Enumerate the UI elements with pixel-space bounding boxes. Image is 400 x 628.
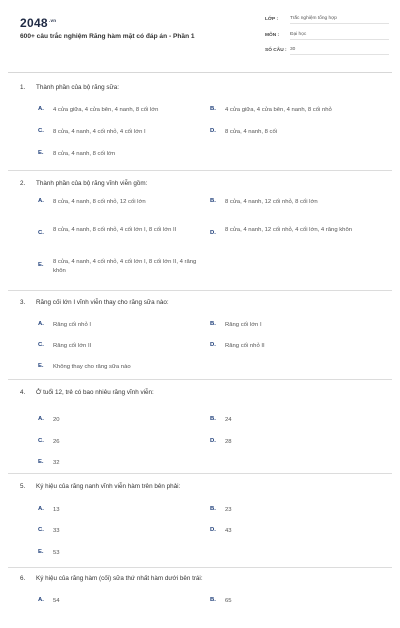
option-key: A. [38,321,44,327]
option-key: C. [38,230,44,236]
question-text: Răng cối lớn I vĩnh viễn thay cho răng sữa nào: [36,299,169,306]
option-text: Răng cối nhỏ II [225,343,265,349]
option-key: E. [38,459,44,465]
option-key: B. [210,506,216,512]
question-1 [8,73,392,171]
option-text: 33 [53,528,60,534]
option-key: E. [38,549,44,555]
option-key: D. [210,342,216,348]
question-3 [8,291,392,380]
option-key: D. [210,438,216,444]
option-key: B. [210,321,216,327]
option-text: 4 cửa giữa, 4 cửa bên, 4 nanh, 8 cối lớn [53,107,159,113]
question-2 [8,171,392,291]
option-key: B. [210,416,216,422]
option-key: A. [38,597,44,603]
question-number: 4. [20,389,26,396]
question-number: 1. [20,84,26,91]
option-text: 24 [225,417,232,423]
option-key: C. [38,342,44,348]
document-title: 600+ câu trắc nghiệm Răng hàm mặt có đáp án - Phần 1 [20,33,195,40]
question-stem [20,84,119,91]
question-number: 6. [20,575,26,582]
option-text: 13 [53,507,60,513]
info-label: LỚP : [265,17,279,22]
option-text: Không thay cho răng sữa nào [53,364,131,370]
option-key: E. [38,363,44,369]
option-key: C. [38,527,44,533]
info-label: MÔN : [265,33,280,38]
option-text: 8 cửa, 4 nanh, 12 cối nhỏ, 4 cối lớn, 4 răng khôn [225,227,353,233]
option-key: A. [38,106,44,112]
question-text: Thành phần của bộ răng vĩnh viễn gồm: [36,180,148,187]
option-text: Răng cối lớn II [53,343,92,349]
question-text: Ở tuổi 12, trẻ có bao nhiêu răng vĩnh viễn: [36,389,154,396]
option-key: B. [210,597,216,603]
question-number: 5. [20,483,26,490]
option-key: D. [210,527,216,533]
question-4 [8,380,392,474]
option-key: E. [38,262,44,268]
option-text: 8 cửa, 4 nanh, 8 cối nhỏ, 12 cối lớn [53,199,146,205]
option-text: 43 [225,528,232,534]
logo-text: 2048 [20,16,48,30]
option-text: 54 [53,598,60,604]
question-stem [20,389,154,396]
question-number: 2. [20,180,26,187]
info-value: Trắc nghiệm tổng hợp [290,16,389,24]
option-text: 26 [53,439,60,445]
option-text: 65 [225,598,232,604]
question-stem [20,483,180,490]
option-text: 8 cửa, 4 nanh, 8 cối lớn [53,151,116,157]
option-text: 8 cửa, 4 nanh, 4 cối nhỏ, 4 cối lớn I [53,129,146,135]
site-logo[interactable] [20,16,56,30]
info-value: 30 [290,47,389,55]
option-key: A. [38,198,44,204]
option-text: 8 cửa, 4 nanh, 12 cối nhỏ, 8 cối lớn [225,199,318,205]
option-text: 8 cửa, 4 nanh, 8 cối nhỏ, 4 cối lớn I, 8 cối lớn II [53,227,177,233]
question-stem [20,299,169,306]
option-key: A. [38,506,44,512]
option-key: B. [210,198,216,204]
question-text: Ký hiệu của răng hàm (cối) sữa thứ nhất hàm dưới bên trái: [36,575,203,582]
option-text: Răng cối lớn I [225,322,262,328]
question-text: Thành phần của bộ răng sữa: [36,84,119,91]
option-key: C. [38,438,44,444]
option-text: 4 cửa giữa, 4 cửa bên, 4 nanh, 8 cối nhỏ [225,107,332,113]
option-text: 28 [225,439,232,445]
option-text: 8 cửa, 4 nanh, 4 cối nhỏ, 4 cối lớn I, 8 cối lớn II, 4 răng khôn [53,259,197,274]
question-stem [20,575,203,582]
question-number: 3. [20,299,26,306]
option-key: D. [210,230,216,236]
option-key: A. [38,416,44,422]
option-text: 32 [53,460,60,466]
logo-suffix: .vn [48,18,57,23]
info-label: SỐ CÂU : [265,48,287,53]
option-text: 23 [225,507,232,513]
option-key: B. [210,106,216,112]
info-value: Đại học [290,32,389,40]
question-6 [8,568,392,628]
option-text: 20 [53,417,60,423]
option-text: 8 cửa, 4 nanh, 8 cối [225,129,278,135]
question-text: Ký hiệu của răng nanh vĩnh viễn hàm trên bên phải: [36,483,181,490]
question-stem [20,180,147,187]
document-header [8,0,392,73]
option-text: 53 [53,550,60,556]
option-key: C. [38,128,44,134]
option-key: D. [210,128,216,134]
option-key: E. [38,150,44,156]
option-text: Răng cối nhỏ I [53,322,91,328]
question-5 [8,474,392,568]
